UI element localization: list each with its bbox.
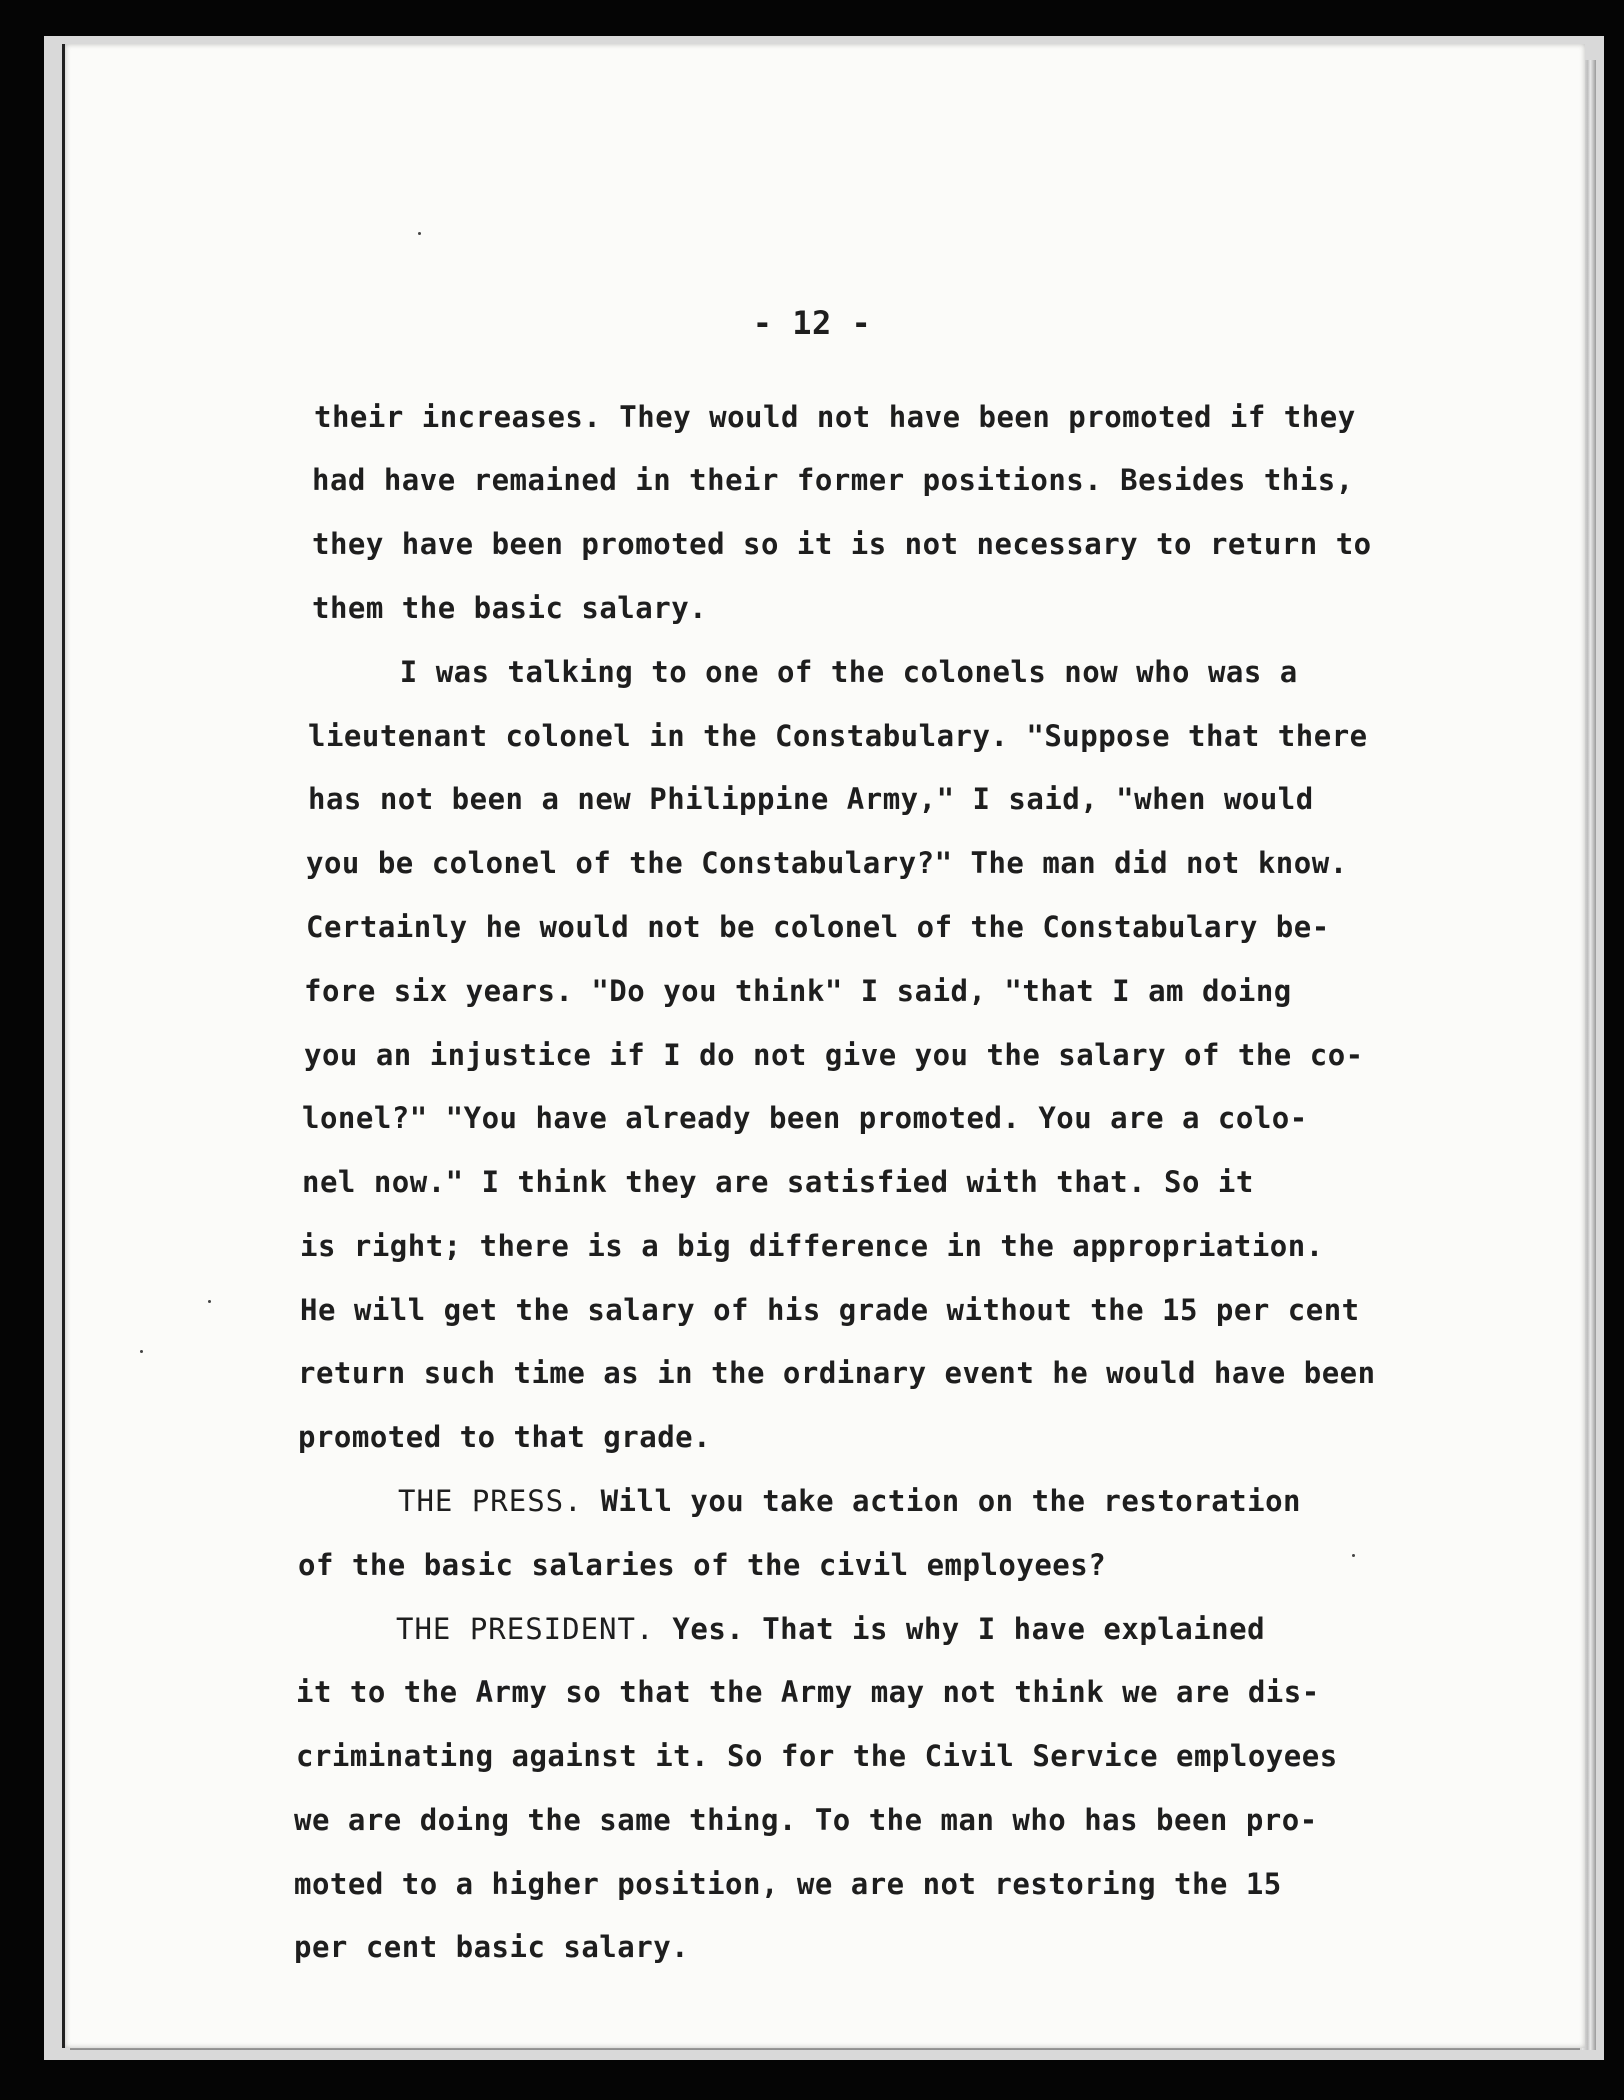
text-line: I was talking to one of the colonels now who was a	[310, 655, 1298, 689]
text-line: moted to a higher position, we are not restoring the 15	[294, 1867, 1282, 1901]
text-line: it to the Army so that the Army may not think we are dis-	[296, 1675, 1320, 1709]
text-line: promoted to that grade.	[298, 1420, 712, 1454]
text-line: is right; there is a big difference in the appropriation.	[300, 1229, 1324, 1263]
text-line: lonel?" "You have already been promoted. You are a colo-	[302, 1101, 1308, 1135]
speaker-press: THE PRESS.	[398, 1484, 583, 1518]
page-number: - 12 -	[752, 304, 872, 342]
speaker-president: THE PRESIDENT.	[396, 1612, 655, 1646]
text-line: fore six years. "Do you think" I said, "that I am doing	[304, 974, 1292, 1008]
text-line: criminating against it. So for the Civil Service employees	[296, 1739, 1338, 1773]
text-line: you be colonel of the Constabulary?" The man did not know.	[306, 846, 1348, 880]
dialogue-line-president	[396, 1612, 1265, 1646]
text-line: their increases. They would not have been promoted if they	[314, 400, 1356, 434]
text-line: of the basic salaries of the civil employees?	[298, 1548, 1107, 1582]
text-line: lieutenant colonel in the Constabulary. "Suppose that there	[308, 719, 1368, 753]
text-line: return such time as in the ordinary event he would have been	[298, 1356, 1376, 1390]
text-line: had have remained in their former positions. Besides this,	[312, 463, 1354, 497]
text-line: has not been a new Philippine Army," I said, "when would	[308, 782, 1314, 816]
text-line: per cent basic salary.	[294, 1930, 690, 1964]
dialogue-line-press	[398, 1484, 1301, 1518]
text-line: them the basic salary.	[312, 591, 708, 625]
text-line: you an injustice if I do not give you the salary of the co-	[304, 1038, 1364, 1072]
president-answer: Yes. That is why I have explained	[654, 1612, 1266, 1646]
text-line: He will get the salary of his grade without the 15 per cent	[300, 1293, 1360, 1327]
text-line: they have been promoted so it is not necessary to return to	[312, 527, 1372, 561]
text-line: nel now." I think they are satisfied with that. So it	[302, 1165, 1254, 1199]
text-line: we are doing the same thing. To the man who has been pro-	[294, 1803, 1318, 1837]
press-question: Will you take action on the restoration	[582, 1484, 1301, 1518]
text-line: Certainly he would not be colonel of the Constabulary be-	[306, 910, 1330, 944]
